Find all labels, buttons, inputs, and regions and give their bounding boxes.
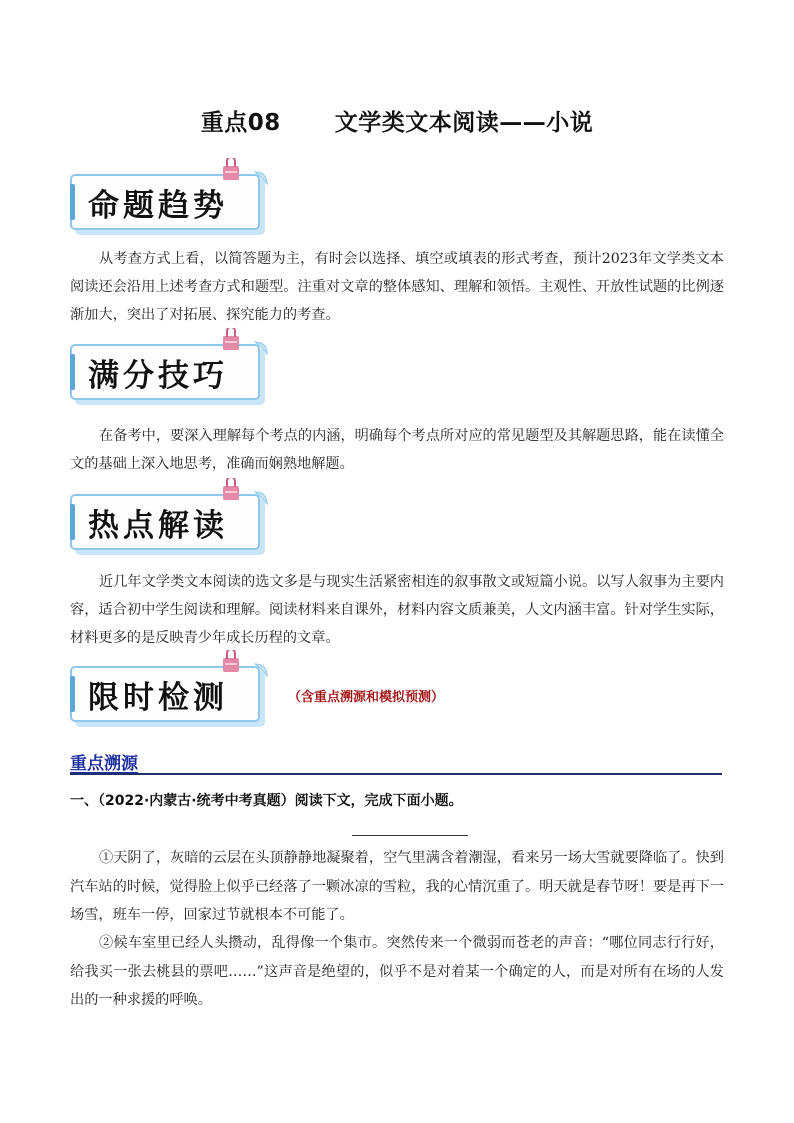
banner-label: 满分技巧 [88, 358, 228, 394]
section-heading [70, 749, 722, 775]
banner-label: 限时检测 [88, 680, 228, 716]
banner-trend [70, 168, 265, 228]
page-curl-icon [253, 490, 269, 506]
page-title-number: 重点08 [200, 110, 281, 136]
page-curl-icon [253, 340, 269, 356]
timed-test-note: （含重点溯源和模拟预测） [288, 690, 445, 705]
question-prompt: 一、（2022·内蒙古·统考中考真题）阅读下文，完成下面小题。 [70, 793, 463, 809]
banner-hotspot [70, 488, 265, 548]
page-title-text: 文学类文本阅读——小说 [334, 110, 594, 136]
paragraph-skills: 在备考中，要深入理解每个考点的内涵，明确每个考点所对应的常见题型及其解题思路，能在读懂全文的基础上深入地思考，准确而娴熟地解题。 [70, 428, 724, 472]
story-paragraph-2: ②候车室里已经人头攒动，乱得像一个集市。突然传来一个微弱而苍老的声音：“哪位同志行行好，给我买一张去桃县的票吧……”这声音是绝望的，似乎不是对着某一个确定的人，而是对所有在场的人发出的一种求援的呼唤。 [70, 935, 724, 1008]
page-curl-icon [253, 662, 269, 678]
banner-timed-test [70, 660, 265, 720]
section-heading-text: 重点溯源 [70, 754, 138, 774]
page-title [0, 104, 794, 137]
page-curl-icon [253, 170, 269, 186]
story-paragraph-1: ①天阴了，灰暗的云层在头顶静静地凝聚着，空气里满含着潮湿，看来另一场大雪就要降临了。快到汽车站的时候，觉得脸上似乎已经落了一颗冰凉的雪粒，我的心情沉重了。明天就是春节呀！要是再下一场雪，班车一停，回家过节就根本不可能了。 [70, 850, 724, 923]
story-title-blank [352, 835, 468, 836]
paragraph-trend: 从考查方式上看，以简答题为主，有时会以选择、填空或填表的形式考查，预计2023年文学类文本阅读还会沿用上述考查方式和题型。注重对文章的整体感知、理解和领悟。主观性、开放性试题的比例逐渐加大，突出了对拓展、探究能力的考查。 [70, 251, 724, 323]
banner-label: 热点解读 [88, 508, 228, 544]
banner-label: 命题趋势 [88, 188, 228, 224]
paragraph-hotspot: 近几年文学类文本阅读的选文多是与现实生活紧密相连的叙事散文或短篇小说。以写人叙事为主要内容，适合初中学生阅读和理解。阅读材料来自课外，材料内容文质兼美，人文内涵丰富。针对学生实际，材料更多的是反映青少年成长历程的文章。 [70, 574, 724, 646]
banner-skills [70, 338, 265, 398]
